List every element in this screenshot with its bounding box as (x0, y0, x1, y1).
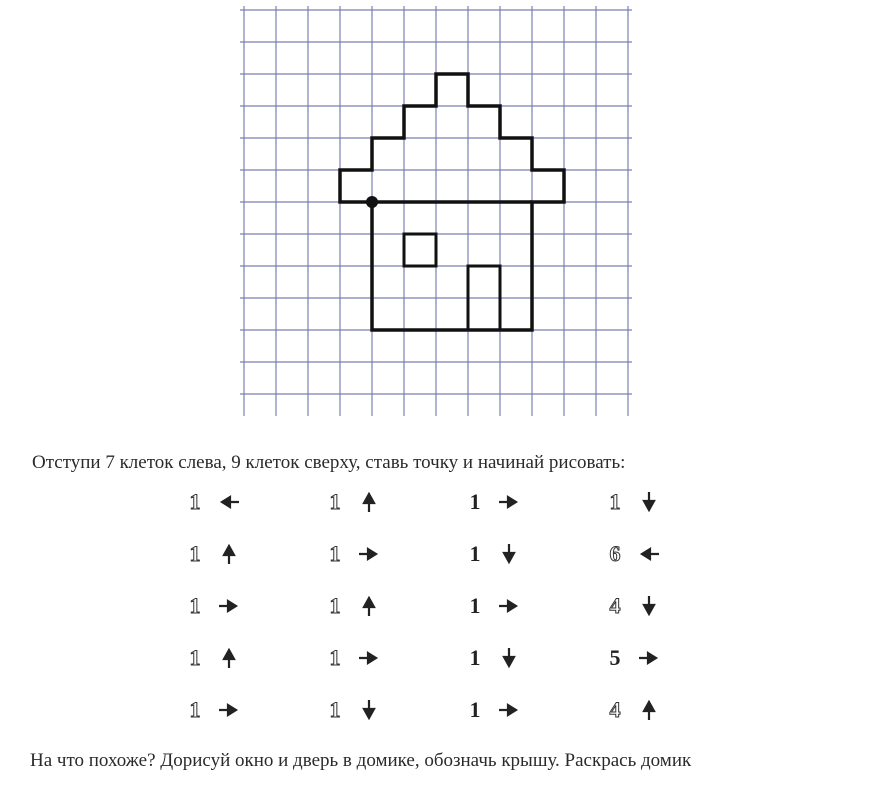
step-right (462, 589, 522, 623)
arrow-down-icon (496, 645, 522, 671)
grid-house-figure (240, 6, 632, 416)
arrow-right-icon (356, 645, 382, 671)
step-count: 1 (189, 645, 201, 670)
step-count: 5 (609, 645, 621, 670)
step-right (182, 693, 242, 727)
step-count: 1 (469, 593, 481, 618)
arrow-right-icon (496, 489, 522, 515)
step-count: 1 (469, 645, 481, 670)
step-count: 1 (189, 697, 201, 722)
step-right (182, 589, 242, 623)
arrow-up-icon (356, 593, 382, 619)
step-count: 6 (609, 541, 621, 566)
arrow-right-icon (636, 645, 662, 671)
step-count: 4 (609, 697, 621, 722)
step-count: 1 (189, 541, 201, 566)
instruction-text: Отступи 7 клеток слева, 9 клеток сверху, ставь точку и начинай рисовать: (32, 452, 626, 473)
step-count: 1 (469, 697, 481, 722)
step-down (602, 485, 662, 519)
arrow-right-icon (216, 697, 242, 723)
step-count: 1 (469, 541, 481, 566)
arrow-down-icon (636, 489, 662, 515)
arrow-right-icon (356, 541, 382, 567)
step-up (322, 589, 382, 623)
start-dot (366, 196, 378, 208)
step-count: 1 (469, 489, 481, 514)
arrow-up-icon (216, 645, 242, 671)
step-down (322, 693, 382, 727)
step-down (462, 641, 522, 675)
footer-task-text: На что похоже? Дорисуй окно и дверь в домике, обозначь крышу. Раскрась домик (30, 750, 692, 771)
step-count: 1 (329, 697, 341, 722)
step-up (602, 693, 662, 727)
step-down (462, 537, 522, 571)
arrow-right-icon (496, 593, 522, 619)
step-down (602, 589, 662, 623)
step-right (602, 641, 662, 675)
arrow-down-icon (636, 593, 662, 619)
step-right (322, 641, 382, 675)
step-right (322, 537, 382, 571)
arrow-right-icon (496, 697, 522, 723)
step-count: 1 (329, 593, 341, 618)
step-count: 1 (189, 593, 201, 618)
arrow-right-icon (216, 593, 242, 619)
step-right (462, 485, 522, 519)
step-count: 1 (329, 645, 341, 670)
step-right (462, 693, 522, 727)
arrow-up-icon (636, 697, 662, 723)
house-drawing (340, 74, 564, 330)
step-count: 1 (609, 489, 621, 514)
arrow-left-icon (636, 541, 662, 567)
arrow-down-icon (356, 697, 382, 723)
arrow-down-icon (496, 541, 522, 567)
step-count: 1 (329, 489, 341, 514)
step-up (182, 537, 242, 571)
step-left (602, 537, 662, 571)
step-count: 4 (609, 593, 621, 618)
grid-lines (240, 6, 632, 416)
house-window (404, 234, 436, 266)
step-up (322, 485, 382, 519)
step-count: 1 (189, 489, 201, 514)
arrow-left-icon (216, 489, 242, 515)
arrow-up-icon (356, 489, 382, 515)
step-count: 1 (329, 541, 341, 566)
step-up (182, 641, 242, 675)
step-left (182, 485, 242, 519)
arrow-up-icon (216, 541, 242, 567)
